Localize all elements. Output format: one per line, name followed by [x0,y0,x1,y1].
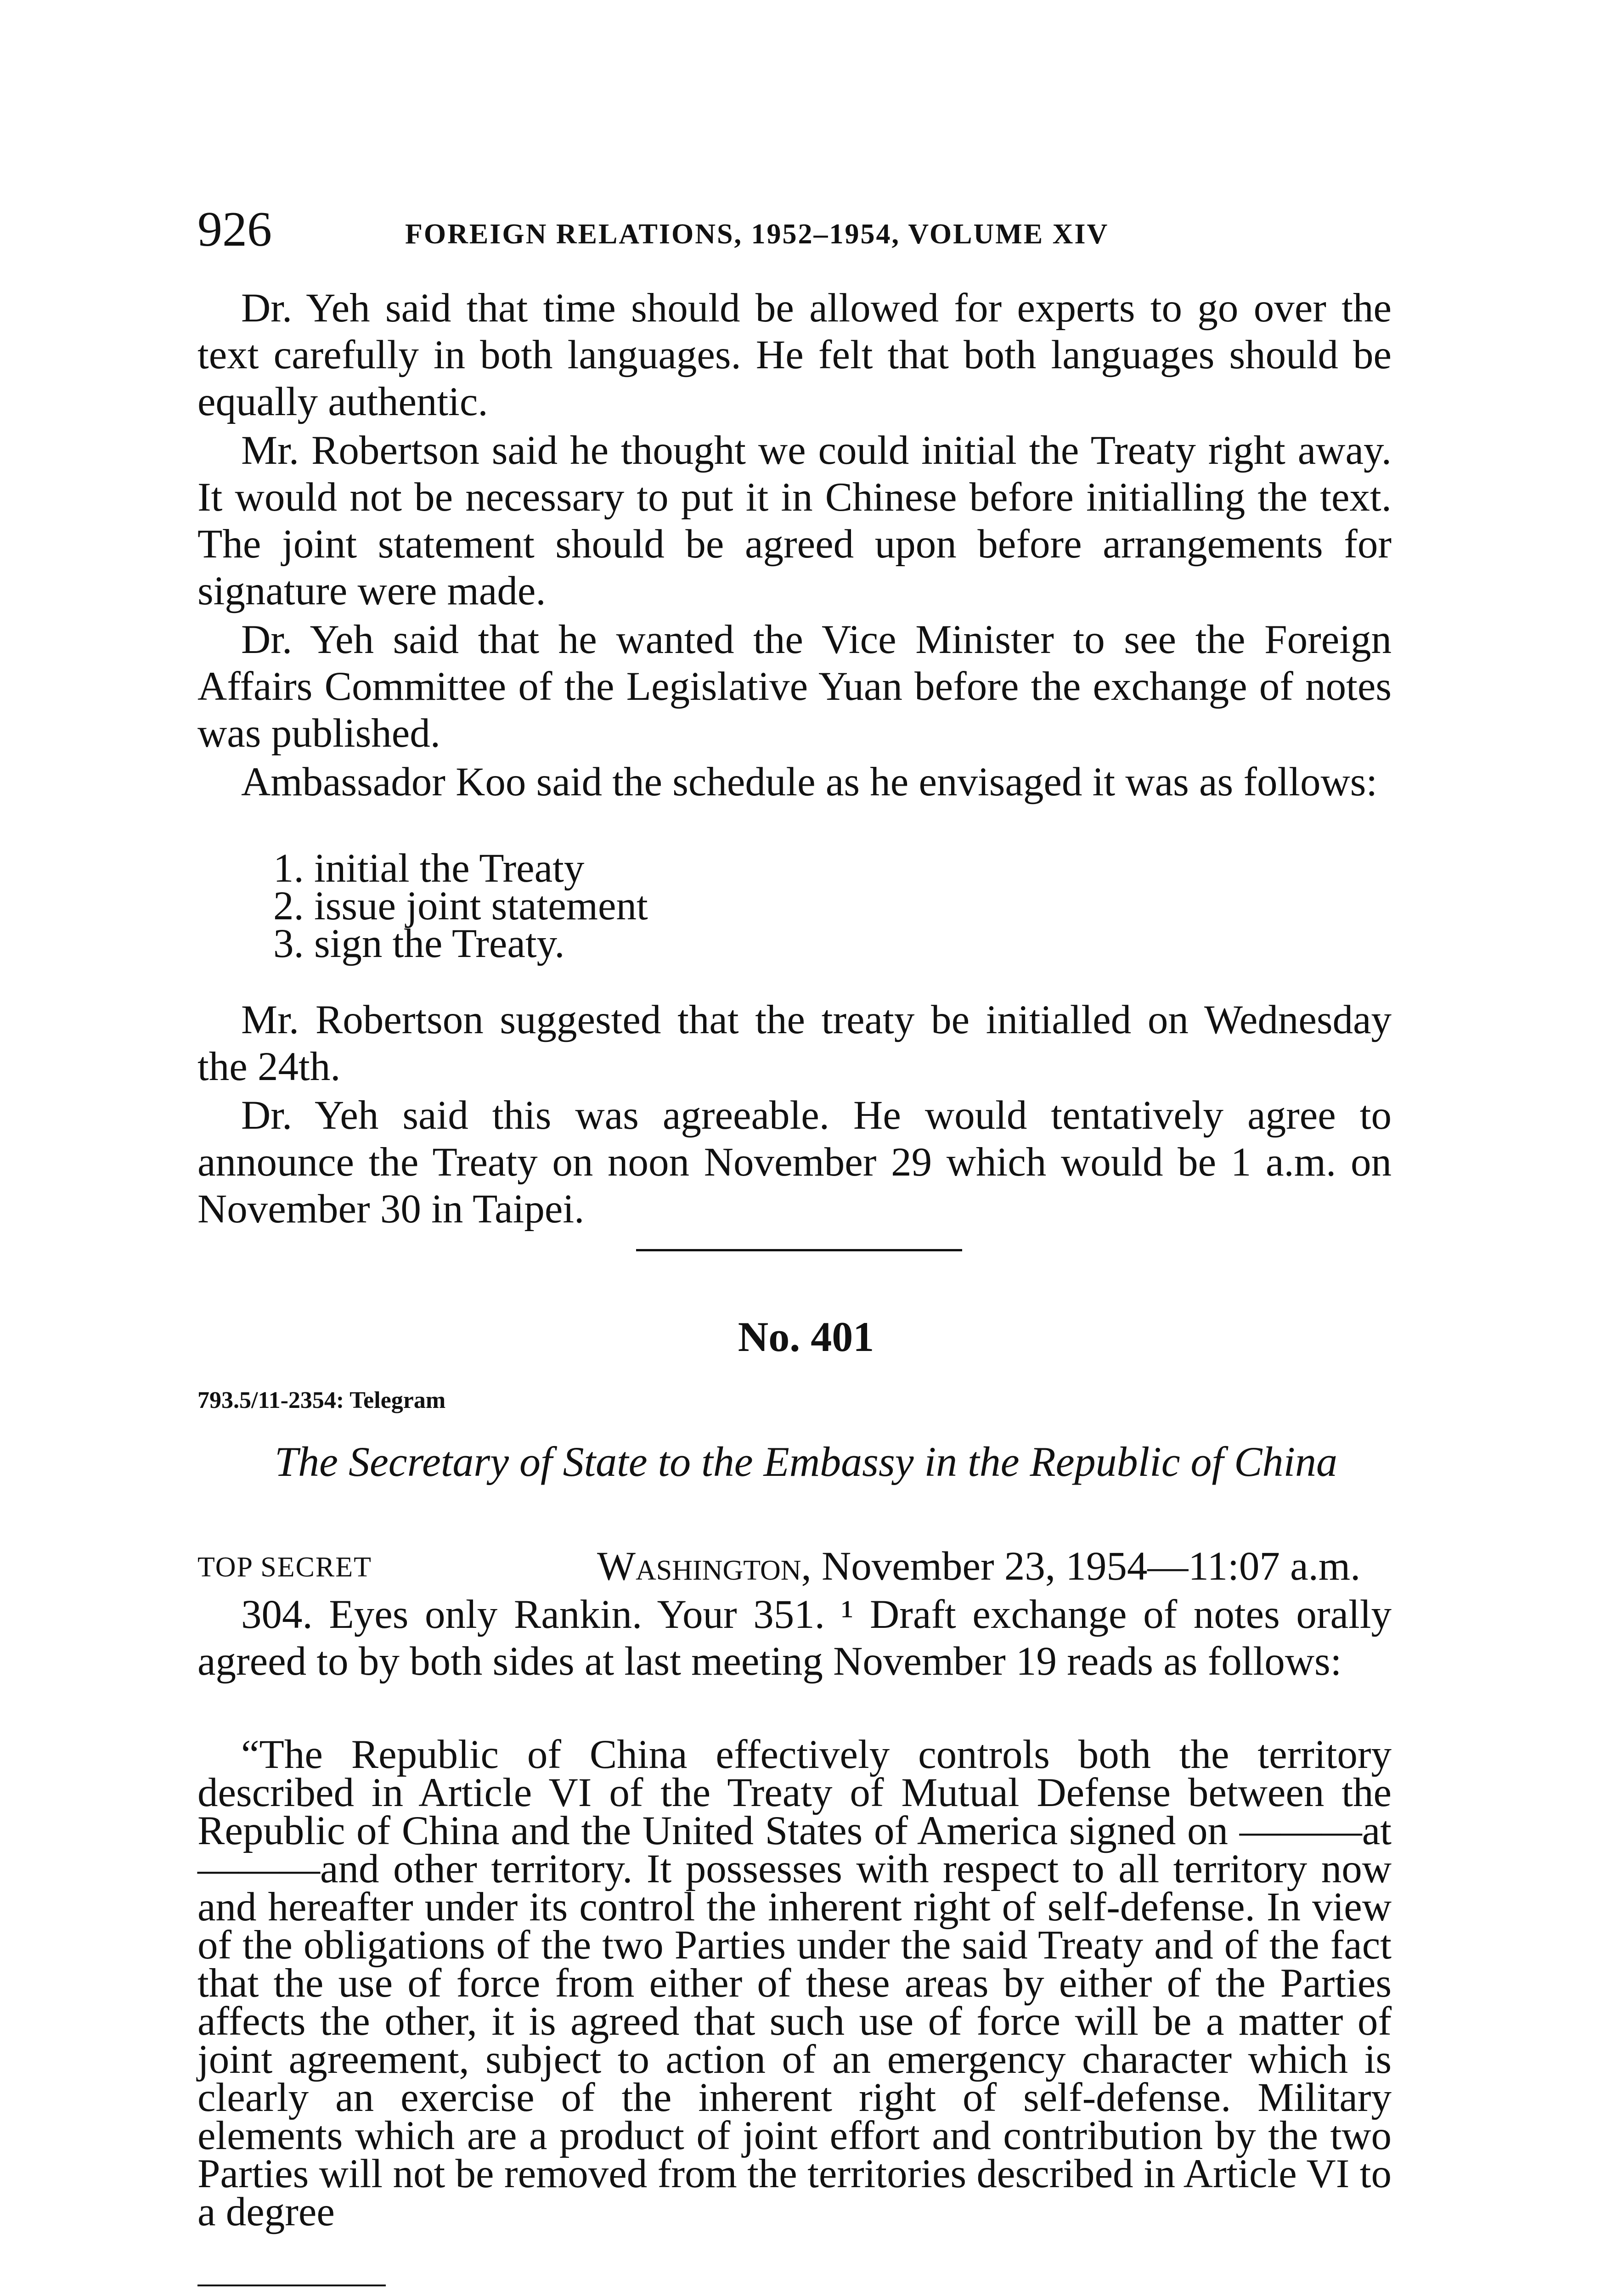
running-head: FOREIGN RELATIONS, 1952–1954, VOLUME XIV [405,219,1109,250]
paragraph: Dr. Yeh said that time should be allowed for experts to go over the text carefully in both languages. He felt that both languages should be equally authentic. [197,286,1392,424]
paragraph: Ambassador Koo said the schedule as he envisaged it was as follows: [241,760,1378,805]
list-item: 3. sign the Treaty. [273,921,565,966]
file-reference: 793.5/11-2354: Telegram [197,1387,446,1413]
date: November 23, 1954—11:07 a.m. [822,1544,1361,1589]
footnote-rule [197,2285,386,2286]
page-number: 926 [197,202,272,257]
section-divider [636,1249,962,1251]
classification: TOP SECRET [197,1552,372,1583]
telegram-opening [197,1591,1392,1687]
quote-text: “The Republic of China effectively controls both the territory described in Article VI of the Treaty of Mutual Defense between the Republic of China and the United States of America signed on ———at———and other territory. It possesses with respect to all territory now and hereafter under its control the inherent right of self-defense. In view of the obligations of the two Parties under the said Treaty and of the fact that the use of force from either of these areas by either of the Parties affects the other, it is agreed that such use of force will be a matter of joint agreement, subject to action of an emergency character which is clearly an exercise of the inherent right of self-defense. Military elements which are a product of joint effort and contribution by the two Parties will not be removed from the territories described in Article VI to a degree [197,1732,1392,2234]
body-text-top [197,285,1392,807]
list-item: 2. issue joint statement [273,884,648,929]
dateline [597,1543,1360,1590]
paragraph: Mr. Robertson suggested that the treaty be initialled on Wednesday the 24th. [197,997,1392,1089]
document-number: No. 401 [738,1313,874,1360]
list-item: 1. initial the Treaty [273,846,585,891]
body-text-bottom [197,996,1392,1234]
schedule-list [273,846,648,966]
quoted-note [197,1732,1392,2234]
paragraph: Dr. Yeh said that he wanted the Vice Minister to see the Foreign Affairs Committee of the Legislative Yuan before the exchange of notes was published. [197,617,1392,756]
page-header [197,197,1424,262]
paragraph: 304. Eyes only Rankin. Your 351. ¹ Draft exchange of notes orally agreed to by both sides at last meeting November 19 reads as follows: [197,1592,1392,1684]
document-title: The Secretary of State to the Embassy in the Republic of China [274,1438,1338,1485]
paragraph: Dr. Yeh said this was agreeable. He would tentatively agree to announce the Treaty on noon November 29 which would be 1 a.m. on November 30 in Taipei. [197,1093,1392,1232]
place: Washington, [597,1544,812,1589]
paragraph: Mr. Robertson said he thought we could initial the Treaty right away. It would not be necessary to put it in Chinese before initialling the text. The joint statement should be agreed upon before arrangements for signature were made. [197,428,1392,613]
